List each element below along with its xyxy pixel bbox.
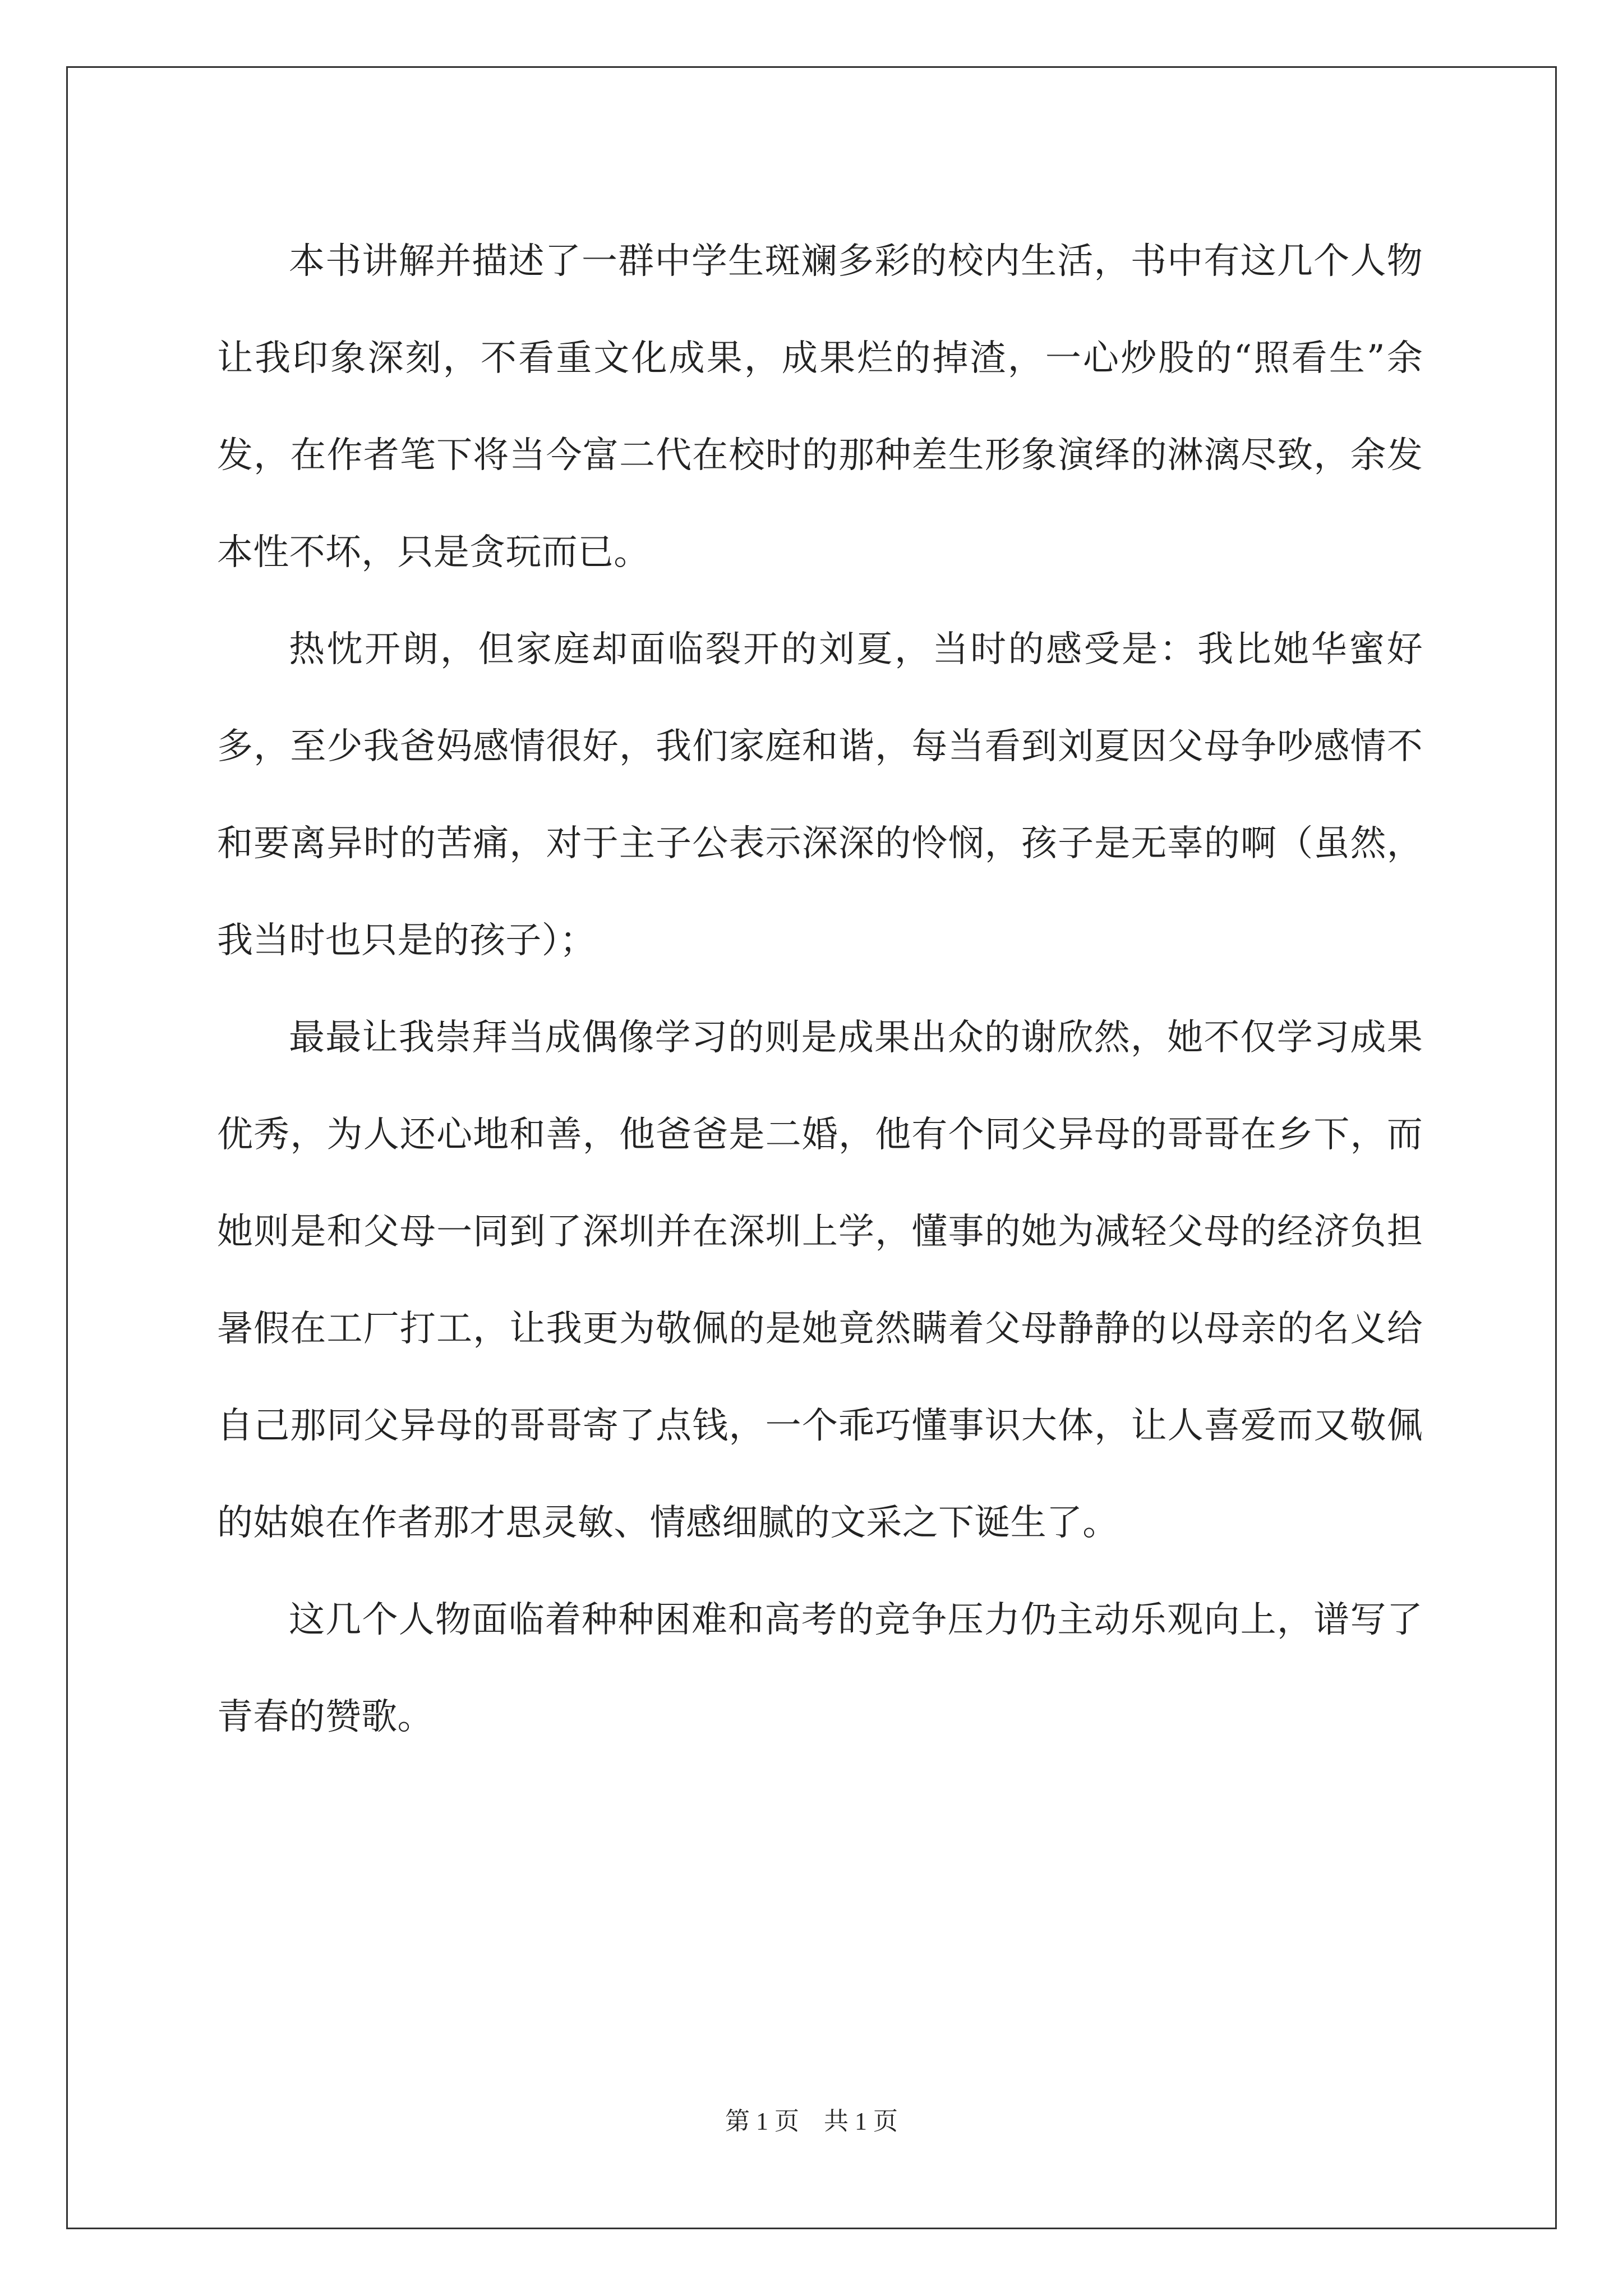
page-footer [0, 2101, 1623, 2137]
paragraph-4: 这几个人物面临着种种困难和高考的竞争压力仍主动乐观向上，谱写了青春的赞歌。 [217, 1599, 1423, 1738]
paragraph-3: 最最让我崇拜当成偶像学习的则是成果出众的谢欣然，她不仅学习成果优秀，为人还心地和善，他爸爸是二婚，他有个同父异母的哥哥在乡下，而她则是和父母一同到了深圳并在深圳上学，懂事的她为减轻父母的经济负担暑假在工厂打工，让我更为敬佩的是她竟然瞒着父母静静的以母亲的名义给自己那同父异母的哥哥寄了点钱，一个乖巧懂事识大体，让人喜爱而又敬佩的姑娘在作者那才思灵敏、情感细腻的文采之下诞生了。 [217, 1017, 1423, 1544]
page-number-label: 第 1 页 共 1 页 [725, 2108, 898, 2135]
paragraph-2: 热忱开朗，但家庭却面临裂开的刘夏，当时的感受是：我比她华蜜好多，至少我爸妈感情很好，我们家庭和谐，每当看到刘夏因父母争吵感情不和要离异时的苦痛，对于主子公表示深深的怜悯，孩子是无辜的啊（虽然，我当时也只是的孩子）； [217, 629, 1423, 961]
paragraph-1: 本书讲解并描述了一群中学生斑斓多彩的校内生活，书中有这几个人物让我印象深刻，不看重文化成果，成果烂的掉渣，一心炒股的“照看生”余发，在作者笔下将当今富二代在校时的那种差生形象演绎的淋漓尽致，余发本性不坏，只是贪玩而已。 [217, 241, 1423, 573]
document-body [217, 213, 1423, 1766]
